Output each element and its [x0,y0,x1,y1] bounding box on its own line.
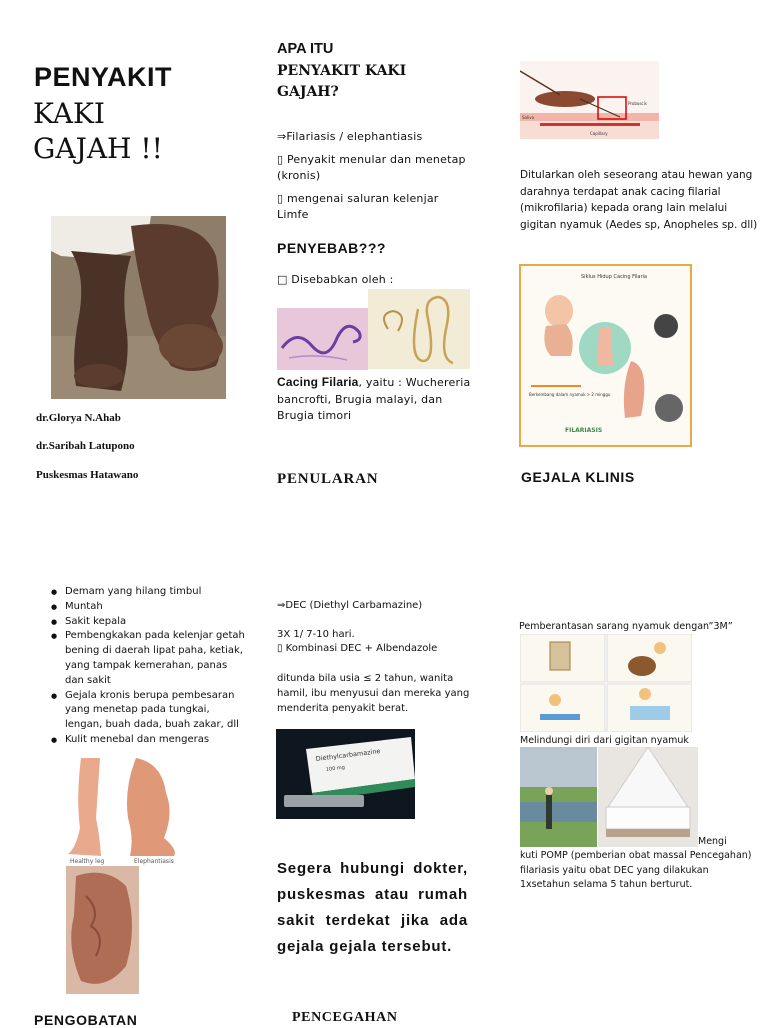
adult-worm-image [368,289,470,369]
author-3: Puskesmas Hatawano [36,469,139,481]
mosquito-label-saliva: Saliva [522,115,535,120]
what-is-heading-body [277,61,467,103]
elephantiasis-label: Elephantiasis [134,858,174,865]
symptom-item: ● Kulit menebal dan mengeras [65,733,249,748]
brochure-title-line1: PENYAKIT [34,62,173,92]
pomp-text-start: Mengi [698,836,727,847]
dec-combination: ▯ Kombinasi DEC + Albendazole [277,643,438,654]
symptom-item: ● Demam yang hilang timbul [65,585,249,600]
symptom-item: ● Sakit kepala [65,615,249,630]
lifecycle-label: FILARIASIS [565,427,603,434]
dec-medicine-box-image [276,729,415,819]
dec-dose: 3X 1/ 7-10 hari. [277,629,355,640]
author-1: dr.Glorya N.Ahab [36,412,121,424]
definition-item: ⇒Filariasis / elephantiasis [277,130,423,143]
worm-species: , yaitu : Wuchereria bancrofti, Brugia malayi, dan Brugia timori [277,376,471,422]
elephantiasis-arm-image [66,866,139,994]
filaria-lifecycle-diagram [519,264,692,447]
microfilaria-image [277,308,368,370]
cause-intro: □ Disebabkan oleh : [277,273,394,286]
mosquito-net-bed-photo [598,747,698,847]
symptom-item: ● Pembengkakan pada kelenjar getah bening di daerah lipat paha, ketiak, yang tampak kemerahan, panas dan sakit [65,629,249,688]
transmission-text: Ditularkan oleh seseorang atau hewan yang darahnya terdapat anak cacing filarial (mikrofilaria) kepada orang lain melalui gigitan nyamuk (Aedes sp, Anopheles sp. dll) [520,169,758,231]
brochure-title-line2: KAKI [33,97,105,130]
cause-heading: PENYEBAB??? [277,240,386,256]
brochure-title-line3: GAJAH !! [33,132,163,165]
definition-list [277,129,472,224]
three-m-illustration [520,634,692,732]
worm-description [277,374,477,425]
author-2: dr.Saribah Latupono [36,440,135,452]
symptom-item: ● Muntah [65,600,249,615]
definition-item: ▯ mengenai saluran kelenjar Limfe [277,191,439,221]
prevention-heading: PENCEGAHAN [292,1010,398,1025]
consult-doctor-callout: Segera hubungi dokter, puskesmas atau rumah sakit terdekat jika ada gejala gejala tersebut. [277,860,468,955]
lifecycle-caption: Berkembang dalam nyamuk > 2 minggu [529,392,611,397]
worm-name: Cacing Filaria [277,375,359,389]
what-is-heading [277,40,333,59]
elephant-leg-photo [51,216,226,399]
drug-box-label: Diethylcarbamazine [315,747,381,763]
protect-text: Melindungi diri dari gigitan nyamuk [520,735,689,746]
dec-postpone-note: ditunda bila usia ≤ 2 tahun, wanita hamil, ibu menyusui dan mereka yang menderita penyakit berat. [277,673,470,714]
dec-title: ⇒DEC (Diethyl Carbamazine) [277,600,423,611]
symptom-item: ● Gejala kronis berupa pembesaran yang menetap pada tungkai, lengan, buah dada, buah zakar, dll [65,689,249,733]
healthy-vs-elephantiasis-leg-image [66,758,182,866]
lifecycle-title: Siklus Hidup Cacing Filaria [581,274,647,280]
what-is-heading-line2: PENYAKIT KAKI [277,63,407,79]
pomp-text: kuti POMP (pemberian obat massal Pencegahan) filariasis yaitu obat DEC yang dilakukan 1xsetahun selama 5 tahun berturut. [520,850,752,890]
drug-box-dose: 100 mg [325,764,346,773]
transmission-heading: PENULARAN [277,471,379,487]
symptoms-list [49,585,249,748]
healthy-leg-label: Healthy leg [70,858,105,865]
fogging-photo [520,747,597,847]
definition-item: ▯ Penyakit menular dan menetap (kronis) [277,152,466,182]
mosquito-label-proboscis: Proboscis [628,101,647,106]
mosquito-bite-diagram [520,61,659,139]
mosquito-label-capillary: Capillary [590,131,608,136]
what-is-heading-line3: GAJAH? [277,84,339,100]
treatment-heading: PENGOBATAN [34,1012,138,1028]
symptoms-heading: GEJALA KLINIS [521,469,635,485]
three-m-text: Pemberantasan sarang nyamuk dengan”3M” [519,621,733,632]
what-is-heading-line1: APA ITU [277,41,334,57]
